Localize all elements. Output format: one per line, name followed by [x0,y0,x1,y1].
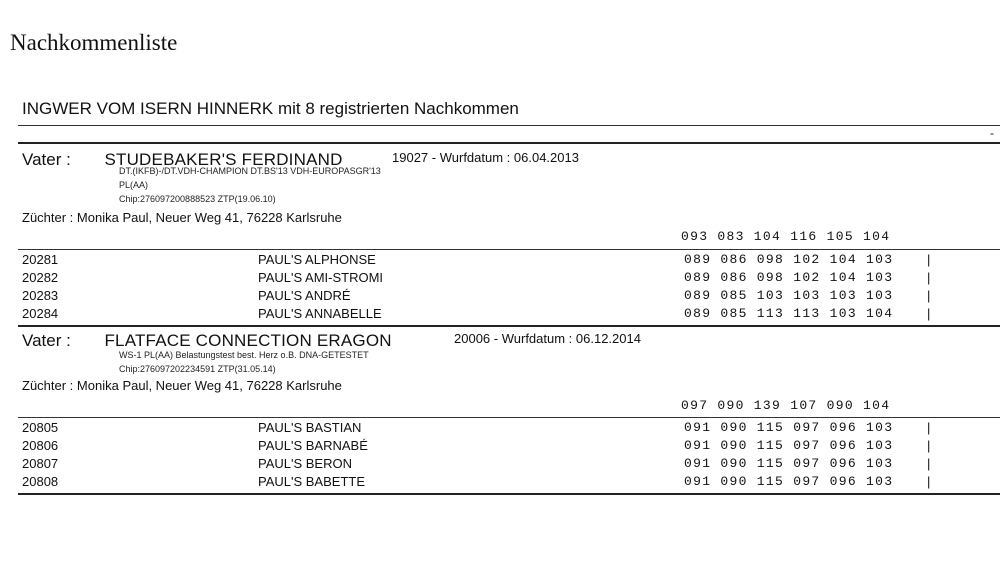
report-subtitle: INGWER VOM ISERN HINNERK mit 8 registrierten Nachkommen [22,99,519,118]
puppy-id: 20283 [22,288,59,303]
puppy-name: PAUL'S ANNABELLE [258,306,382,321]
sire-codes: 093 083 104 116 105 104 [681,229,891,244]
puppy-codes: 089 086 098 102 104 103 [684,270,894,285]
litter-date: - Wurfdatum : 06.12.2014 [493,331,641,346]
puppy-name: PAUL'S ANDRÉ [258,288,351,303]
row-marker: | [927,438,931,453]
row-marker: | [927,456,931,471]
sire-number-date [392,150,579,165]
sire-number-date [454,331,641,346]
puppy-id: 20281 [22,252,59,267]
puppy-codes: 091 090 115 097 096 103 [684,420,894,435]
sire-titles: WS-1 PL(AA) Belastungstest best. Herz o.B. DNA-GETESTET [119,350,369,360]
sire-name: FLATFACE CONNECTION ERAGON [104,331,392,350]
puppy-codes: 091 090 115 097 096 103 [684,456,894,471]
table-row [0,438,1000,456]
table-row [0,420,1000,438]
sire-chip: Chip:276097200888523 ZTP(19.06.10) [119,194,276,204]
sire-chip: Chip:276097202234591 ZTP(31.05.14) [119,364,276,374]
puppy-id: 20806 [22,438,59,453]
table-row [0,252,1000,270]
sire-health: PL(AA) [119,180,149,190]
table-row [0,306,1000,324]
puppy-name: PAUL'S ALPHONSE [258,252,376,267]
puppy-id: 20282 [22,270,59,285]
puppy-id: 20284 [22,306,59,321]
puppy-codes: 089 086 098 102 104 103 [684,252,894,267]
row-marker: | [927,420,931,435]
sire-name: STUDEBAKER'S FERDINAND [104,150,343,169]
table-row [0,474,1000,492]
breeder-line [22,210,342,225]
puppy-id: 20807 [22,456,59,471]
puppy-codes: 089 085 103 103 103 103 [684,288,894,303]
table-row [0,456,1000,474]
row-marker: | [927,270,931,285]
puppy-codes: 089 085 113 113 103 104 [684,306,894,321]
breeder-value: Monika Paul, Neuer Weg 41, 76228 Karlsruhe [76,210,342,225]
sire-titles: DT.(IKFB)-/DT.VDH-CHAMPION DT.BS'13 VDH-EUROPASGR'13 [119,166,381,176]
litter-divider [18,417,1000,418]
row-marker: | [927,252,931,267]
puppy-name: PAUL'S AMI-STROMI [258,270,384,285]
puppy-name: PAUL'S BASTIAN [258,420,362,435]
row-marker: | [927,306,931,321]
litter-date: - Wurfdatum : 06.04.2013 [431,150,579,165]
section-divider [18,142,1000,144]
puppy-name: PAUL'S BARNABÉ [258,438,368,453]
sire-line [22,331,392,351]
header-divider [18,125,1000,126]
vater-label: Vater : [22,331,71,350]
breeder-label: Züchter : [22,210,74,225]
litter-divider [18,249,1000,250]
puppy-name: PAUL'S BERON [258,456,352,471]
row-marker: | [927,474,931,489]
breeder-value: Monika Paul, Neuer Weg 41, 76228 Karlsruhe [76,378,342,393]
puppy-id: 20808 [22,474,59,489]
breeder-line [22,378,342,393]
table-row [0,270,1000,288]
puppy-codes: 091 090 115 097 096 103 [684,474,894,489]
table-row [0,288,1000,306]
puppy-codes: 091 090 115 097 096 103 [684,438,894,453]
sire-codes: 097 090 139 107 090 104 [681,398,891,413]
section-divider [18,325,1000,327]
sire-number: 19027 [392,150,429,165]
section-divider [18,493,1000,495]
sire-number: 20006 [454,331,491,346]
page-dash: - [990,126,994,140]
puppy-name: PAUL'S BABETTE [258,474,365,489]
puppy-id: 20805 [22,420,59,435]
vater-label: Vater : [22,150,71,169]
breeder-label: Züchter : [22,378,74,393]
page-title: Nachkommenliste [10,30,178,55]
row-marker: | [927,288,931,303]
